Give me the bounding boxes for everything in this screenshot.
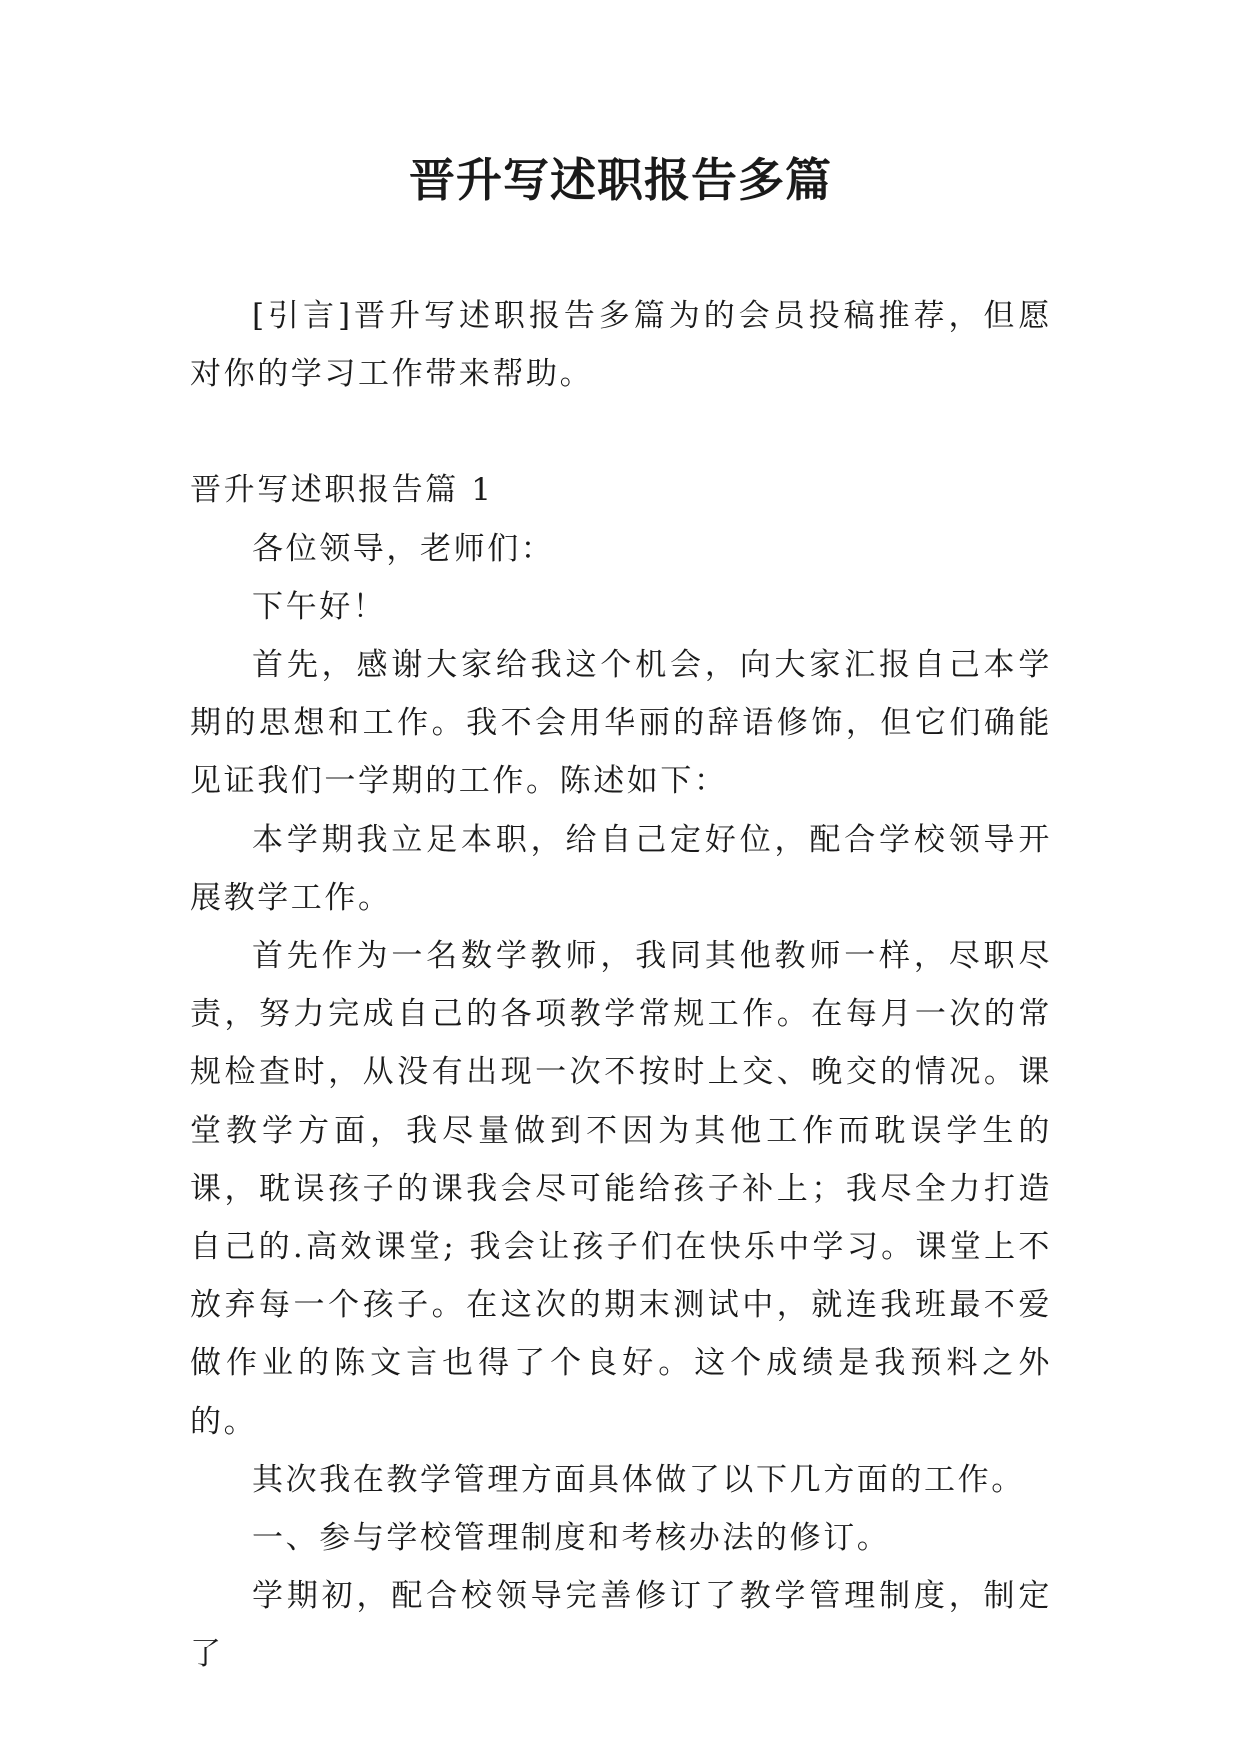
paragraph: 学期初，配合校领导完善修订了教学管理制度，制定了 bbox=[190, 1578, 1052, 1673]
paragraph: 各位领导，老师们： bbox=[252, 530, 555, 567]
paragraph: 首先作为一名数学教师，我同其他教师一样，尽职尽责，努力完成自己的各项教学常规工作。在每月一次的常规检查时，从没有出现一次不按时上交、晚交的情况。课堂教学方面，我尽量做到不因为其他工作而耽误学生的课，耽误孩子的课我会尽可能给孩子补上；我尽全力打造自己的.高效课堂; 我会让孩子们在快乐中学习。课堂上不放弃每一个孩子。在这次的期末测试中，就连我班最不爱做作业的陈文言也得了个良好。这个成绩是我预料之外的。 bbox=[190, 938, 1052, 1440]
document-title: 晋升写述职报告多篇 bbox=[409, 153, 832, 207]
paragraph: 其次我在教学管理方面具体做了以下几方面的工作。 bbox=[252, 1461, 1025, 1498]
paragraph: 下午好！ bbox=[252, 588, 387, 625]
document-body bbox=[190, 287, 1052, 1684]
paragraph: 首先，感谢大家给我这个机会，向大家汇报自己本学期的思想和工作。我不会用华丽的辞语修饰，但它们确能见证我们一学期的工作。陈述如下： bbox=[190, 647, 1052, 800]
section-heading: 晋升写述职报告篇 1 bbox=[190, 472, 494, 509]
paragraph: 一、参与学校管理制度和考核办法的修订。 bbox=[252, 1520, 891, 1557]
intro-paragraph: [引言]晋升写述职报告多篇为的会员投稿推荐，但愿对你的学习工作带来帮助。 bbox=[190, 298, 1052, 393]
paragraph: 本学期我立足本职，给自己定好位，配合学校领导开展教学工作。 bbox=[190, 821, 1052, 916]
